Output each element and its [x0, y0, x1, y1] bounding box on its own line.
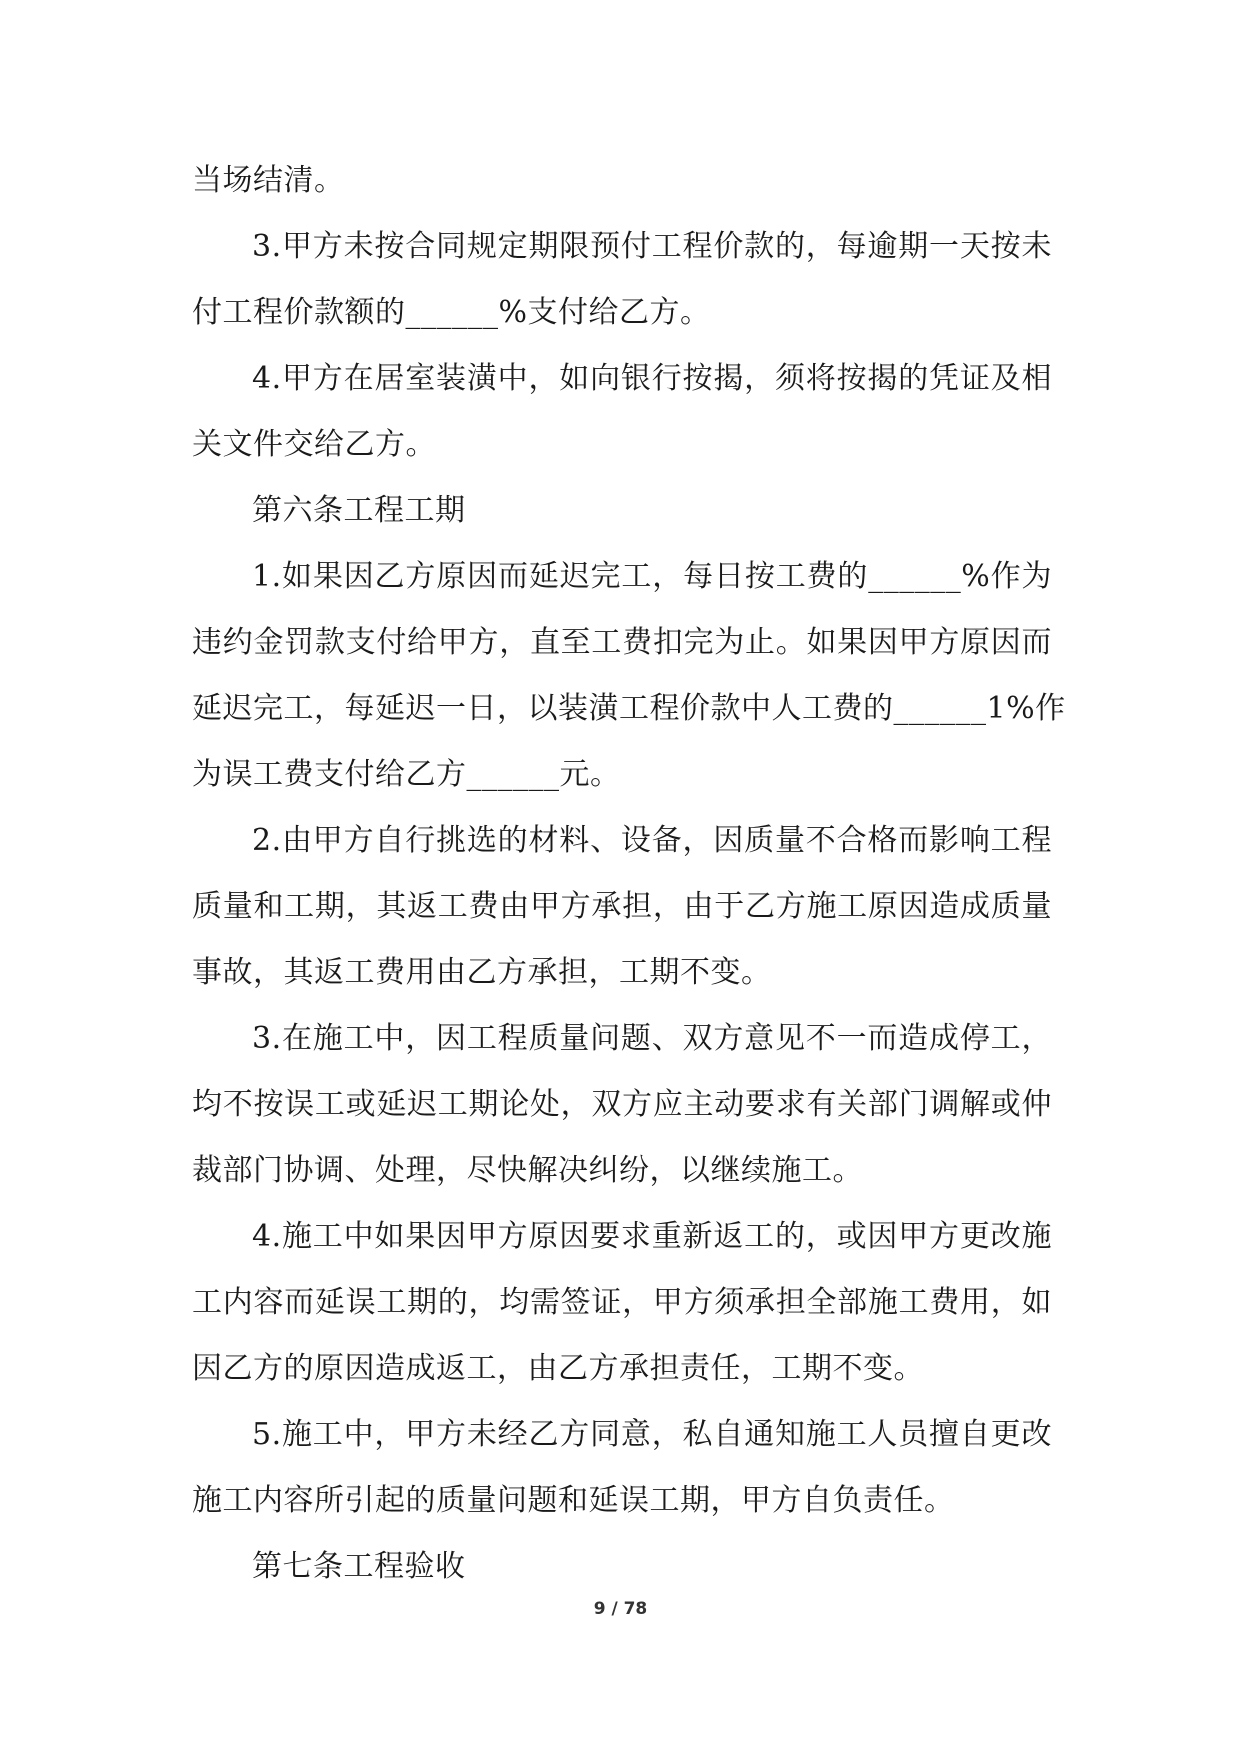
text-line: 因乙方的原因造成返工，由乙方承担责任，工期不变。 [192, 1351, 924, 1386]
text-line: 4.甲方在居室装潢中，如向银行按揭，须将按揭的凭证及相 [252, 361, 1052, 396]
text-line: 2.由甲方自行挑选的材料、设备，因质量不合格而影响工程 [252, 823, 1052, 858]
text-line: 延迟完工，每延迟一日，以装潢工程价款中人工费的______1%作 [192, 691, 1066, 726]
text-line: 均不按误工或延迟工期论处，双方应主动要求有关部门调解或仲 [192, 1087, 1052, 1122]
text-line: 付工程价款额的______%支付给乙方。 [192, 295, 711, 330]
page-number: 9 / 78 [593, 1599, 648, 1619]
text-line: 事故，其返工费用由乙方承担，工期不变。 [192, 955, 772, 990]
text-line: 工内容而延误工期的，均需签证，甲方须承担全部施工费用，如 [192, 1285, 1052, 1320]
text-line: 3.甲方未按合同规定期限预付工程价款的，每逾期一天按未 [252, 229, 1052, 264]
text-line: 质量和工期，其返工费由甲方承担，由于乙方施工原因造成质量 [192, 889, 1052, 924]
text-line: 裁部门协调、处理，尽快解决纠纷，以继续施工。 [192, 1153, 863, 1188]
text-line: 1.如果因乙方原因而延迟完工，每日按工费的______%作为 [252, 559, 1052, 594]
text-line: 违约金罚款支付给甲方，直至工费扣完为止。如果因甲方原因而 [192, 625, 1052, 660]
text-line: 施工内容所引起的质量问题和延误工期，甲方自负责任。 [192, 1483, 955, 1518]
section-heading: 第七条工程验收 [252, 1549, 466, 1584]
text-line: 3.在施工中，因工程质量问题、双方意见不一而造成停工， [252, 1021, 1052, 1056]
section-heading: 第六条工程工期 [252, 493, 466, 528]
text-line: 关文件交给乙方。 [192, 427, 436, 462]
text-line: 4.施工中如果因甲方原因要求重新返工的，或因甲方更改施 [252, 1219, 1052, 1254]
document-body [192, 148, 1066, 1600]
text-line: 为误工费支付给乙方______元。 [192, 757, 621, 792]
text-line: 5.施工中，甲方未经乙方同意，私自通知施工人员擅自更改 [252, 1417, 1052, 1452]
text-line: 当场结清。 [192, 163, 345, 198]
